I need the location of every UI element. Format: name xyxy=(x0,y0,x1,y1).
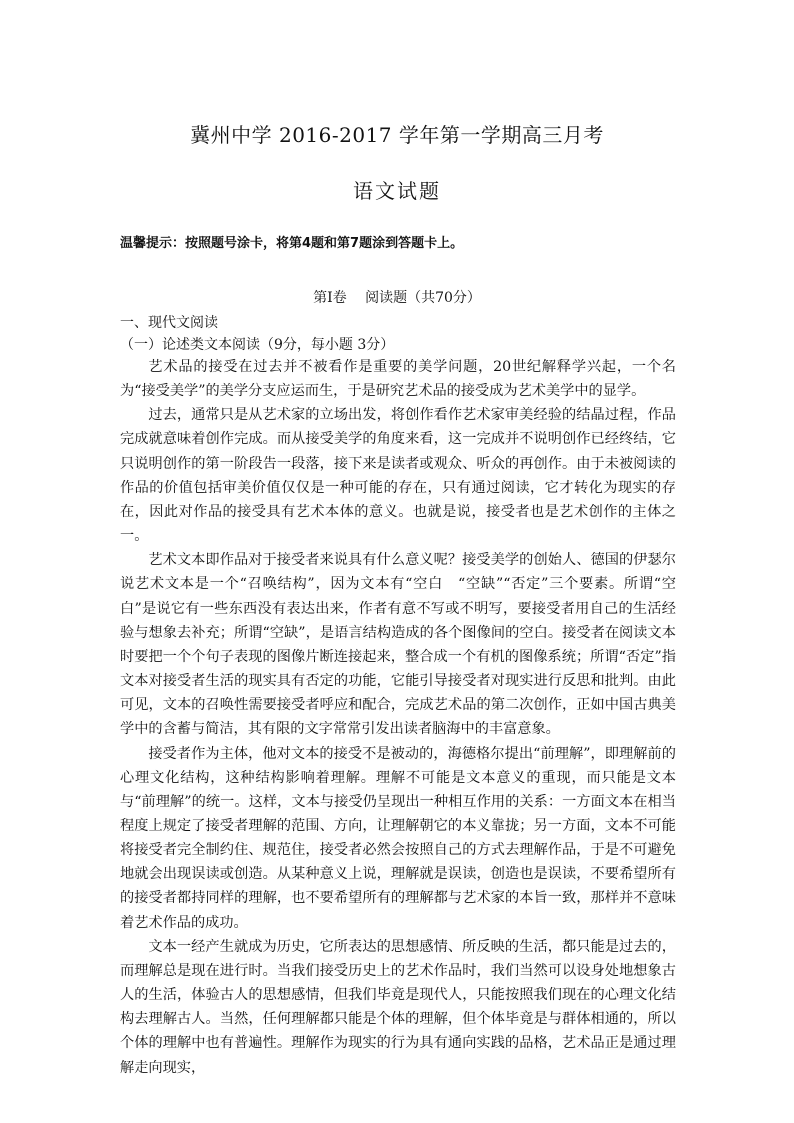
paragraph-1: 艺术品的接受在过去并不被看作是重要的美学问题，20世纪解释学兴起，一个名为“接受美学”的美学分支应运而生，于是研究艺术品的接受成为艺术美学中的显学。 xyxy=(120,359,676,400)
exam-title: 冀州中学 2016-2017 学年第一学期高三月考 xyxy=(190,123,604,147)
paragraph-4: 接受者作为主体，他对文本的接受不是被动的，海德格尔提出“前理解”，即理解前的心理文化结构，这种结构影响着理解。理解不可能是文本意义的重现，而只能是文本与“前理解”的统一。这样，文本与接受仍呈现出一种相互作用的关系：一方面文本在相当程度上规定了接受者理解的范围、方向，让理解朝它的本义靠拢；另一方面，文本不可能将接受者完全制约住、规范住，接受者必然会按照自己的方式去理解作品，于是不可避免地就会出现误读或创造。从某种意义上说，理解就是误读，创造也是误读，不要希望所有的接受者都持同样的理解，也不要希望所有的理解都与艺术家的本旨一致，那样并不意味着艺术作品的成功。 xyxy=(120,745,676,931)
exam-subtitle: 语文试题 xyxy=(353,179,441,203)
volume-heading: 第Ⅰ卷 阅读题（共70分） xyxy=(313,290,481,306)
reading-passage xyxy=(120,355,676,1080)
paragraph-3: 艺术文本即作品对于接受者来说具有什么意义呢？接受美学的创始人、德国的伊瑟尔说艺术文本是一个“召唤结构”，因为文本有“空白 “空缺”“否定”三个要素。所谓“空白”是说它有一些东西没有表达出来，作者有意不写或不明写，要接受者用自己的生活经验与想象去补充；所谓“空缺”，是语言结构造成的各个图像间的空白。接受者在阅读文本时要把一个个句子表现的图像片断连接起来，整合成一个有机的图像系统；所谓“否定”指文本对接受者生活的现实具有否定的功能，它能引导接受者对现实进行反思和批判。由此可见，文本的召唤性需要接受者呼应和配合，完成艺术品的第二次创作，正如中国古典美学中的含蓄与简洁，其有限的文字常常引发出读者脑海中的丰富意象。 xyxy=(120,552,676,738)
paragraph-2: 过去，通常只是从艺术家的立场出发，将创作看作艺术家审美经验的结晶过程，作品完成就意味着创作完成。而从接受美学的角度来看，这一完成并不说明创作已经终结，它只说明创作的第一阶段告一段落，接下来是读者或观众、听众的再创作。由于未被阅读的作品的价值包括审美价值仅仅是一种可能的存在，只有通过阅读，它才转化为现实的存在，因此对作品的接受具有艺术本体的意义。也就是说，接受者也是艺术创作的主体之一。 xyxy=(120,407,676,545)
paragraph-5: 文本一经产生就成为历史，它所表达的思想感情、所反映的生活，都只能是过去的，而理解总是现在进行时。当我们接受历史上的艺术作品时，我们当然可以设身处地想象古人的生活，体验古人的思想感情，但我们毕竟是现代人，只能按照我们现在的心理文化结构去理解古人。当然，任何理解都只能是个体的理解，但个体毕竟是与群体相通的，所以个体的理解中也有普遍性。理解作为现实的行为具有通向实践的品格，艺术品正是通过理解走向现实， xyxy=(120,938,676,1076)
subsection-heading: （一）论述类文本阅读（9分，每小题 3分） xyxy=(120,337,395,353)
notice-text: 温馨提示：按照题号涂卡，将第4题和第7题涂到答题卡上。 xyxy=(120,236,464,251)
section-heading: 一、现代文阅读 xyxy=(120,315,218,331)
